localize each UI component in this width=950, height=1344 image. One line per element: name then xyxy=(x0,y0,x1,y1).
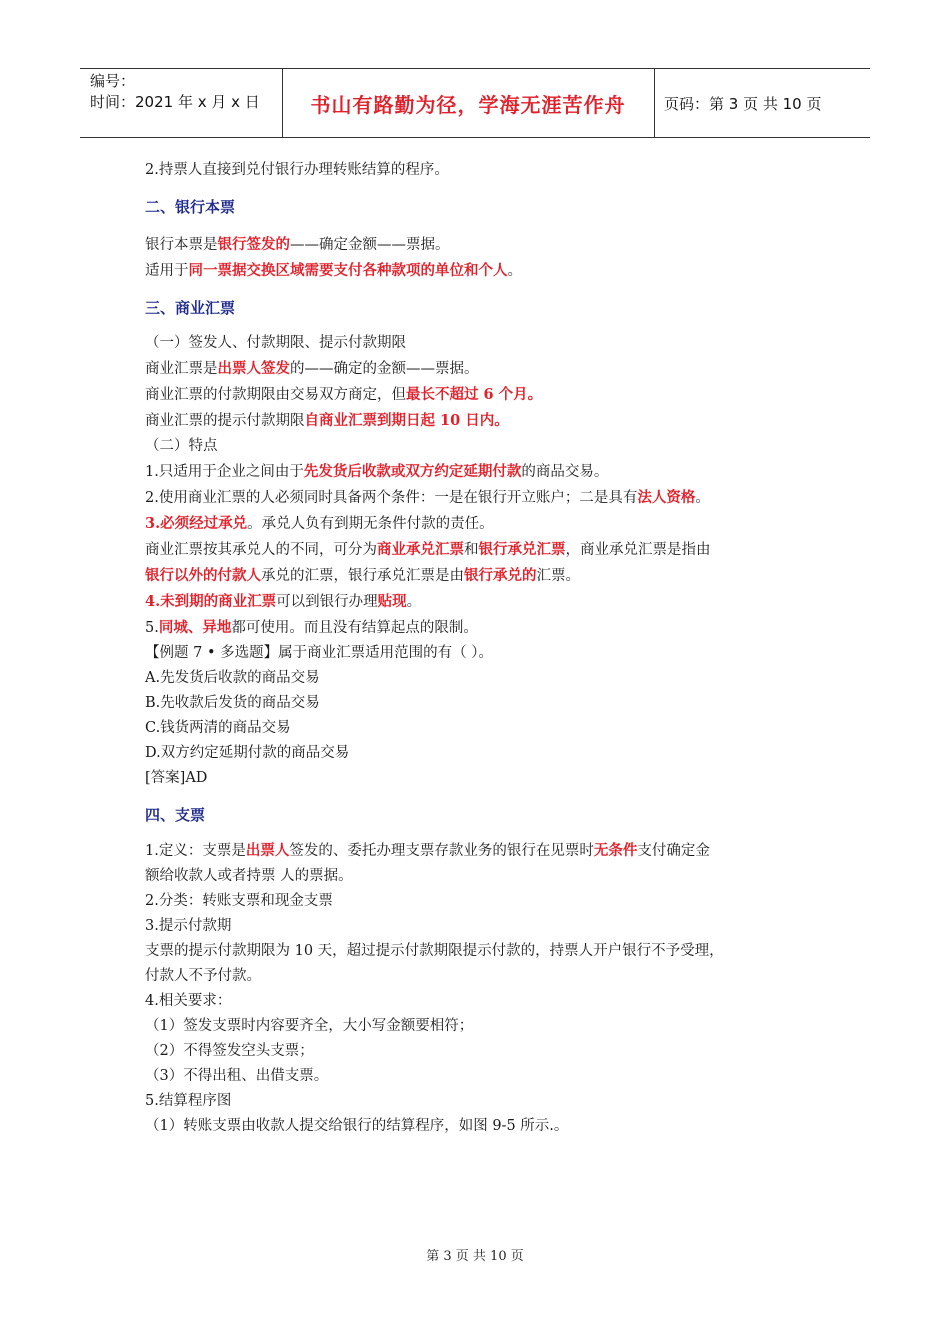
paragraph: 商业汇票的付款期限由交易双方商定，但最长不超过 6 个月。 xyxy=(145,386,543,403)
header-divider xyxy=(654,69,655,137)
header-page-info: 页码：第 3 页 共 10 页 xyxy=(664,94,822,113)
list-item: 5.结算程序图 xyxy=(145,1093,232,1109)
paragraph: 支票的提示付款期限为 10 天，超过提示付款期限提示付款的，持票人开户银行不予受理， xyxy=(145,943,724,959)
emphasis: 银行签发的 xyxy=(217,236,290,253)
header-motto: 书山有路勤为径，学海无涯苦作舟 xyxy=(310,92,626,117)
paragraph: 付款人不予付款。 xyxy=(145,968,261,984)
subheading: （一）签发人、付款期限、提示付款期限 xyxy=(145,335,406,351)
header-meta xyxy=(90,71,260,113)
document-date: 时间：2021 年 x 月 x 日 xyxy=(90,93,260,111)
paragraph: 商业汇票按其承兑人的不同，可分为商业承兑汇票和银行承兑汇票，商业承兑汇票是指由 xyxy=(145,541,711,558)
emphasis: 同城、异地 xyxy=(158,619,232,636)
emphasis: 商业承兑汇票 xyxy=(377,541,464,558)
emphasis: 无条件 xyxy=(593,842,638,859)
paragraph: 银行以外的付款人承兑的汇票，银行承兑汇票是由银行承兑的汇票。 xyxy=(145,567,580,584)
list-item: （2）不得签发空头支票； xyxy=(145,1043,314,1059)
emphasis: 银行以外的付款人 xyxy=(145,567,261,584)
emphasis: 贴现 xyxy=(377,593,407,610)
emphasis: 未到期的商业汇票 xyxy=(160,593,277,610)
paragraph: 额给收款人或者持票 人的票据。 xyxy=(145,868,353,884)
option-b: B.先收款后发货的商品交易 xyxy=(145,695,320,711)
subheading: （二）特点 xyxy=(145,438,218,454)
emphasis: 先发货后收款或双方约定延期付款 xyxy=(303,463,522,480)
emphasis: 出票人 xyxy=(245,842,290,859)
section-heading: 二、银行本票 xyxy=(145,198,236,216)
option-a: A.先发货后收款的商品交易 xyxy=(145,670,320,686)
list-item: （1）签发支票时内容要齐全，大小写金额要相符； xyxy=(145,1018,474,1034)
emphasis: 银行承兑汇票 xyxy=(478,541,566,558)
list-item: 5.同城、异地都可使用。而且没有结算起点的限制。 xyxy=(145,619,478,636)
list-item: 3.提示付款期 xyxy=(145,918,232,934)
option-d: D.双方约定延期付款的商品交易 xyxy=(145,745,350,761)
emphasis: 同一票据交换区域需要支付各种款项的单位和个人 xyxy=(188,262,508,279)
paragraph: 适用于同一票据交换区域需要支付各种款项的单位和个人。 xyxy=(145,262,522,279)
list-item: 2.使用商业汇票的人必须同时具备两个条件：一是在银行开立账户；二是具有法人资格。 xyxy=(145,489,710,506)
list-item: 1.定义：支票是出票人签发的、委托办理支票存款业务的银行在见票时无条件支付确定金 xyxy=(145,842,710,859)
emphasis: 必须经过承兑 xyxy=(160,515,248,532)
list-item: 2.分类：转账支票和现金支票 xyxy=(145,893,333,909)
section-heading: 四、支票 xyxy=(145,806,206,824)
list-item: （3）不得出租、出借支票。 xyxy=(145,1068,329,1084)
emphasis: 银行承兑的 xyxy=(464,567,537,584)
list-item: 1.只适用于企业之间由于先发货后收款或双方约定延期付款的商品交易。 xyxy=(145,463,609,480)
list-item: 4.相关要求： xyxy=(145,993,232,1009)
document-body xyxy=(145,158,825,1139)
paragraph: 商业汇票的提示付款期限自商业汇票到期日起 10 日内。 xyxy=(145,412,509,429)
page-footer: 第 3 页 共 10 页 xyxy=(426,1249,524,1264)
emphasis: 自商业汇票到期日起 10 日内。 xyxy=(304,412,509,429)
paragraph: 银行本票是银行签发的——确定金额——票据。 xyxy=(145,236,450,253)
emphasis: 出票人签发 xyxy=(217,360,290,377)
list-item: 4.未到期的商业汇票可以到银行办理贴现。 xyxy=(145,593,422,610)
example-question: 【例题 7 • 多选题】属于商业汇票适用范围的有（ ）。 xyxy=(145,645,493,661)
paragraph: 2.持票人直接到兑付银行办理转账结算的程序。 xyxy=(145,162,449,178)
section-heading: 三、商业汇票 xyxy=(145,299,236,317)
option-c: C.钱货两清的商品交易 xyxy=(145,720,291,736)
list-item: （1）转账支票由收款人提交给银行的结算程序，如图 9-5 所示.。 xyxy=(145,1118,569,1134)
answer: [答案]AD xyxy=(145,770,208,786)
page-header xyxy=(80,68,870,138)
emphasis: 最长不超过 6 个月。 xyxy=(406,386,543,403)
emphasis: 法人资格 xyxy=(637,489,696,506)
document-number: 编号： xyxy=(90,72,136,90)
paragraph: 商业汇票是出票人签发的——确定的金额——票据。 xyxy=(145,360,479,377)
list-item: 3.必须经过承兑。承兑人负有到期无条件付款的责任。 xyxy=(145,515,494,532)
